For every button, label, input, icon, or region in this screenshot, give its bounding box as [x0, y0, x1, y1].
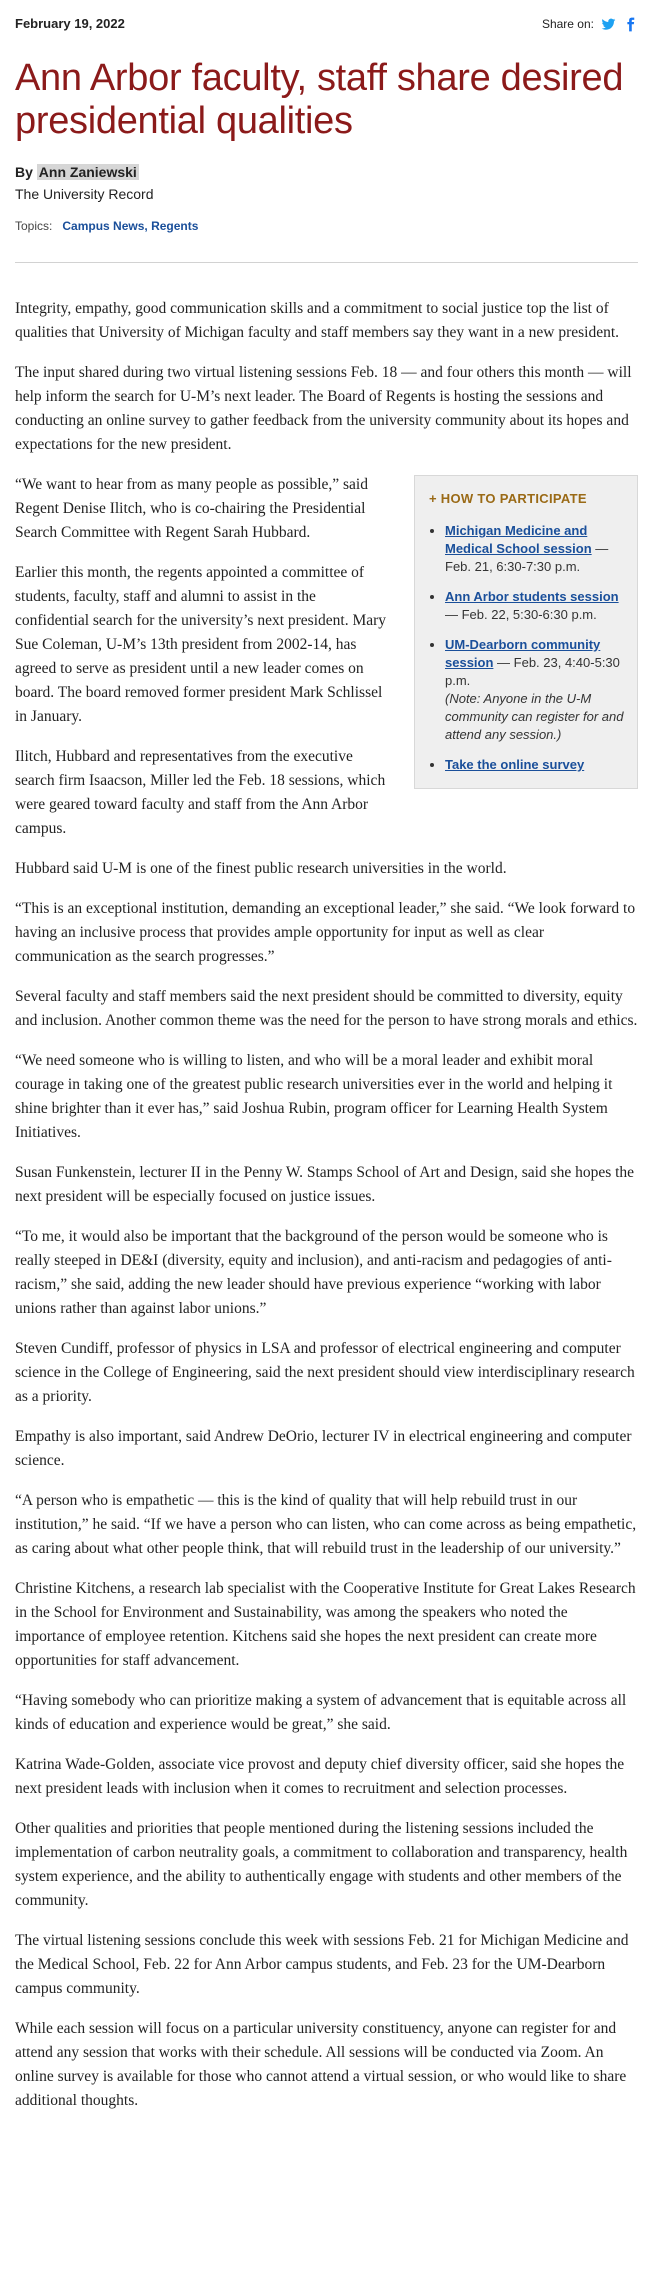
paragraph: The input shared during two virtual listening sessions Feb. 18 — and four others this month — will help inform the search for U-M’s next leader. The Board of Regents is hosting the sessions and conducting an online survey to gather feedback from the university community about its hopes and expectations for the new president. — [15, 364, 632, 453]
session-detail: — Feb. 23, 4:40-5:30 p.m. — [445, 655, 620, 688]
paragraph: Integrity, empathy, good communication skills and a commitment to social justice top the list of qualities that University of Michigan faculty and staff members say they want in a new president. — [15, 300, 620, 341]
byline-prefix: By — [15, 164, 33, 180]
paragraph: Empathy is also important, said Andrew DeOrio, lecturer IV in electrical engineering and computer science. — [15, 1428, 632, 1469]
paragraph: Ilitch, Hubbard and representatives from the executive search firm Isaacson, Miller led the Feb. 18 sessions, which were geared toward faculty and staff from the Ann Arbor campus. — [15, 748, 386, 837]
share-bar — [542, 14, 638, 34]
twitter-icon[interactable] — [601, 17, 616, 32]
session-detail: — Feb. 22, 5:30-6:30 p.m. — [445, 607, 597, 622]
article-body — [15, 297, 638, 2129]
list-item — [445, 588, 625, 624]
paragraph: “Having somebody who can prioritize making a system of advancement that is equitable across all kinds of education and experience would be great,” she said. — [15, 1692, 627, 1733]
session-link-um-dearborn[interactable]: UM-Dearborn community session — [445, 637, 601, 670]
session-link-ann-arbor-students[interactable]: Ann Arbor students session — [445, 589, 619, 604]
session-note: (Note: Anyone in the U-M community can register for and attend any session.) — [445, 691, 624, 742]
topics-label: Topics: — [15, 219, 53, 233]
online-survey-link[interactable]: Take the online survey — [445, 757, 585, 772]
how-to-participate-title[interactable]: + HOW TO PARTICIPATE — [429, 491, 587, 506]
topic-link-campus-news[interactable]: Campus News — [62, 219, 145, 233]
paragraph: Steven Cundiff, professor of physics in LSA and professor of electrical engineering and computer science in the College of Engineering, said the next president should view interdisciplinary research as a priority. — [15, 1340, 635, 1405]
paragraph: Other qualities and priorities that people mentioned during the listening sessions included the implementation of carbon neutrality goals, a commitment to collaboration and transparency, health system experience, and the ability to authentically engage with students and other members of the community. — [15, 1820, 628, 1909]
session-link-michigan-medicine[interactable]: Michigan Medicine and Medical School session — [445, 523, 592, 556]
paragraph: “This is an exceptional institution, demanding an exceptional leader,” she said. “We look forward to having an inclusive process that provides ample opportunity for input as well as clear communication as the search progresses.” — [15, 900, 636, 965]
paragraph: Susan Funkenstein, lecturer II in the Penny W. Stamps School of Art and Design, said she hopes the next president will be especially focused on justice issues. — [15, 1164, 635, 1205]
paragraph: “We want to hear from as many people as possible,” said Regent Denise Ilitch, who is co-chairing the Presidential Search Committee with Regent Sarah Hubbard. — [15, 476, 368, 541]
publication-name: The University Record — [15, 186, 154, 202]
paragraph: Several faculty and staff members said the next president should be committed to diversity, equity and inclusion. Another common theme was the need for the person to have strong morals and ethics. — [15, 988, 638, 1029]
share-label: Share on: — [541, 17, 594, 31]
list-item — [445, 636, 625, 744]
topics: Topics: Campus News, Regents — [15, 219, 199, 233]
article-meta-bar — [15, 14, 638, 34]
list-item — [445, 756, 625, 774]
article-title: Ann Arbor faculty, staff share desired presidential qualities — [15, 57, 624, 142]
how-to-participate-box — [414, 475, 638, 789]
paragraph: “To me, it would also be important that the background of the person would be someone who is really steeped in DE&I (diversity, equity and inclusion), and anti-racism and pedagogies of anti-racism,” she said, adding the new leader should have previous experience “working with labor unions rather than against labor unions.” — [15, 1228, 612, 1317]
session-detail: — Feb. 21, 6:30-7:30 p.m. — [445, 541, 609, 574]
paragraph: Earlier this month, the regents appointed a committee of students, faculty, staff and alumni to assist in the confidential search for the university’s next president. Mary Sue Coleman, U-M’s 13th president from 2002-14, has agreed to serve as president until a new leader comes on board. The board removed former president Mark Schlissel in January. — [15, 564, 387, 725]
paragraph: The virtual listening sessions conclude this week with sessions Feb. 21 for Michigan Medicine and the Medical School, Feb. 22 for Ann Arbor campus students, and Feb. 23 for the UM-Dearborn campus community. — [15, 1932, 629, 1997]
topic-link-regents[interactable]: Regents — [151, 219, 199, 233]
participation-list — [429, 522, 625, 774]
list-item — [445, 522, 625, 576]
publish-date: February 19, 2022 — [15, 16, 125, 31]
paragraph: “We need someone who is willing to listen, and who will be a moral leader and exhibit moral courage in taking one of the greatest public research universities ever in the world and helping it shine brighter than it ever has,” said Joshua Rubin, program officer for Learning Health System Initiatives. — [15, 1052, 613, 1141]
paragraph: Katrina Wade-Golden, associate vice provost and deputy chief diversity officer, said she hopes the next president leads with inclusion when it comes to recruitment and selection processes. — [15, 1756, 625, 1797]
paragraph: “A person who is empathetic — this is the kind of quality that will help rebuild trust in our institution,” he said. “If we have a person who can listen, who can come across as being empathetic, as caring about what other people think, that will rebuild trust in the leadership of our university.” — [15, 1492, 637, 1557]
paragraph: Hubbard said U-M is one of the finest public research universities in the world. — [15, 860, 507, 877]
paragraph: Christine Kitchens, a research lab specialist with the Cooperative Institute for Great Lakes Research in the School for Environment and Sustainability, was among the speakers who noted the importance of employee retention. Kitchens said she hopes the next president can create more opportunities for staff advancement. — [15, 1580, 636, 1669]
author-name[interactable]: Ann Zaniewski — [38, 164, 137, 180]
paragraph: While each session will focus on a particular university constituency, anyone can register for and attend any session that works with their schedule. All sessions will be conducted via Zoom. An online survey is available for those who cannot attend a virtual session, or who would like to share additional thoughts. — [15, 2020, 627, 2109]
facebook-icon[interactable] — [623, 17, 638, 32]
byline — [15, 161, 139, 183]
header-divider — [15, 262, 638, 263]
